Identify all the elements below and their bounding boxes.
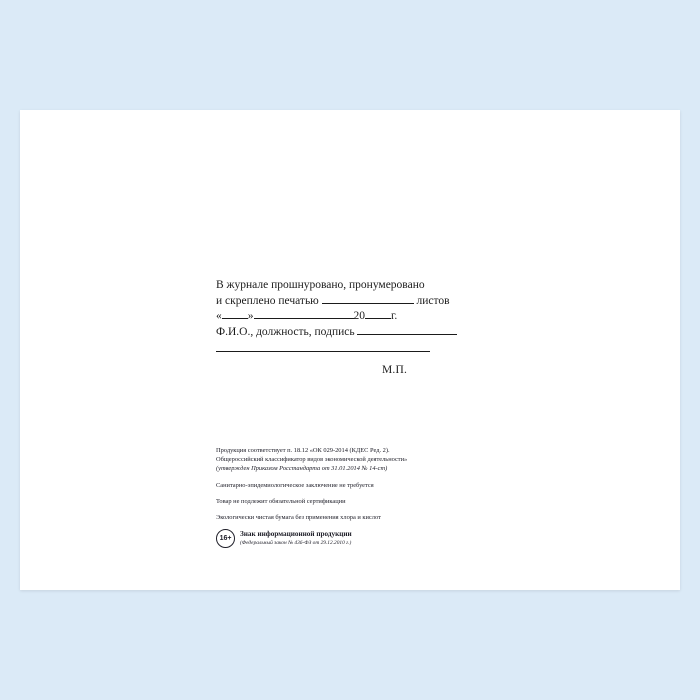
fineprint-p1-line1: Продукция соответствует п. 18.12 «ОК 029-2014 (КДЕС Ред. 2).	[216, 447, 390, 454]
age-rating-subtitle: (Федеральный закон № 436-ФЗ от 29.12.2010 г.)	[240, 540, 352, 546]
cert-line-2-text: и скреплено печатью	[216, 294, 319, 307]
fineprint-paragraph-4: Экологически чистая бумага без применения хлора и кислот	[216, 514, 381, 521]
age-rating-icon: 16+	[216, 529, 235, 548]
cert-blank-sheets	[322, 303, 414, 304]
age-rating-title: Знак информационной продукции	[240, 530, 352, 538]
fineprint-paragraph-2: Санитарно-эпидемиологическое заключение не требуется	[216, 482, 374, 489]
cert-blank-signature	[357, 334, 457, 335]
document-page	[20, 110, 680, 590]
stamp-label: М.П.	[382, 364, 408, 376]
cert-blank-day	[222, 318, 248, 319]
cert-line-2-suffix: листов	[416, 294, 450, 307]
cert-line-1-text: В журнале прошнуровано, пронумеровано	[216, 279, 425, 291]
certification-block	[216, 278, 516, 376]
cert-line-4	[216, 325, 516, 341]
cert-quote-close: »	[247, 310, 254, 322]
cert-line-1	[216, 278, 516, 294]
cert-line-2	[216, 294, 516, 310]
cert-year-suffix: г.	[391, 310, 398, 322]
page-content	[20, 110, 680, 590]
cert-line-3	[216, 309, 516, 325]
fineprint-paragraph-3: Товар не подлежит обязательной сертификации	[216, 498, 346, 505]
fineprint-p1-line2: Общероссийский классификатор видов экономической деятельности»	[216, 456, 408, 463]
fineprint-paragraph-1	[216, 446, 536, 473]
cert-blank-month	[254, 318, 354, 319]
fineprint-p1-line3: (утвержден Приказом Росстандарта от 31.01.2014 № 14-ст)	[216, 465, 388, 472]
cert-blank-year	[365, 318, 391, 319]
age-rating-text	[240, 529, 352, 547]
cert-blank-row-full	[216, 340, 430, 352]
fineprint-block	[216, 446, 536, 548]
cert-year: 20	[353, 310, 365, 322]
cert-quote-open: «	[216, 310, 222, 322]
cert-line-4-text: Ф.И.О., должность, подпись	[216, 325, 355, 338]
age-rating-row	[216, 529, 536, 548]
